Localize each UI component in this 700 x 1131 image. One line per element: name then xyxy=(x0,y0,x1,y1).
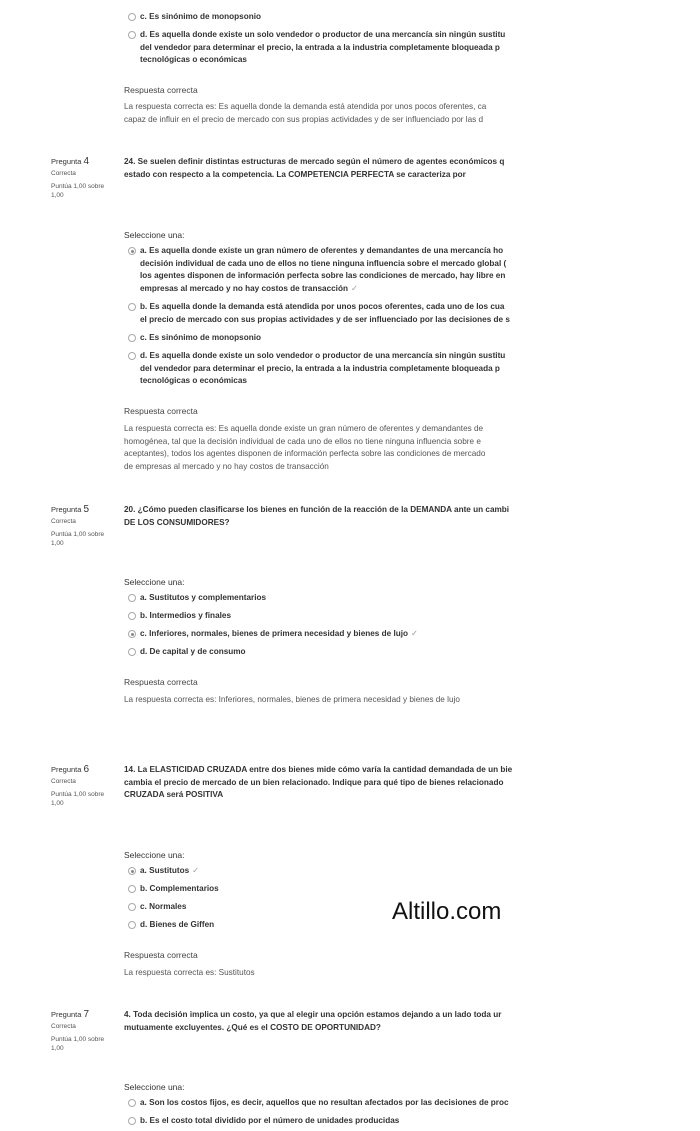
question-state: Correcta xyxy=(51,518,76,525)
question-state: Correcta xyxy=(51,170,76,177)
question-state: Correcta xyxy=(51,778,76,785)
select-prompt: Seleccione una: xyxy=(124,1082,185,1092)
radio-button[interactable] xyxy=(128,903,136,911)
answer-option[interactable]: c. Es sinónimo de monopsonio xyxy=(128,332,550,345)
answer-feedback-text: La respuesta correcta es: Sustitutos xyxy=(124,968,255,977)
answer-option[interactable]: b. Complementarios xyxy=(128,883,550,896)
question-info xyxy=(51,504,119,548)
radio-button[interactable] xyxy=(128,303,136,311)
select-prompt: Seleccione una: xyxy=(124,230,185,240)
question-text: 24. Se suelen definir distintas estructuras de mercado según el número de agentes económicos q estado con respecto a la competencia. La COMPETENCIA PERFECTA se caracteriza por xyxy=(124,157,505,179)
radio-button-selected[interactable] xyxy=(128,867,136,875)
radio-button[interactable] xyxy=(128,13,136,21)
answer-feedback-title: Respuesta correcta xyxy=(124,950,198,960)
check-icon: ✓ xyxy=(350,283,358,293)
answer-option[interactable]: d. De capital y de consumo xyxy=(128,646,550,659)
answer-option[interactable]: c. Normales xyxy=(128,901,550,914)
question-number: Pregunta 6 xyxy=(51,764,90,775)
question-text: 4. Toda decisión implica un costo, ya que al elegir una opción estamos dejando a un lado toda ur mutuamente excluyentes. ¿Qué es el COSTO DE OPORTUNIDAD? xyxy=(124,1010,502,1032)
option-line: del vendedor para determinar el precio, la entrada a la industria completamente bloqueada p xyxy=(140,42,500,52)
answer-option[interactable]: a. Son los costos fijos, es decir, aquellos que no resultan afectados por las decisiones de proc xyxy=(128,1097,550,1110)
question-number: Pregunta 5 xyxy=(51,504,90,515)
question-text: 14. La ELASTICIDAD CRUZADA entre dos bienes mide cómo varía la cantidad demandada de un bie cambia el precio de mercado de un bien relacionado. Indique para qué tipo de bienes relacionado CRUZADA será POSITIVA xyxy=(124,765,513,799)
select-prompt: Seleccione una: xyxy=(124,577,185,587)
question-text: 20. ¿Cómo pueden clasificarse los bienes en función de la reacción de la DEMANDA ante un cambi DE LOS CONSUMIDORES? xyxy=(124,505,510,527)
radio-button[interactable] xyxy=(128,594,136,602)
radio-button[interactable] xyxy=(128,352,136,360)
radio-button[interactable] xyxy=(128,921,136,929)
option-line: c. Es sinónimo de monopsonio xyxy=(140,12,262,21)
answer-feedback-title: Respuesta correcta xyxy=(124,85,198,95)
answer-feedback-text: La respuesta correcta es: Inferiores, normales, bienes de primera necesidad y bienes de lujo xyxy=(124,695,460,704)
question-number: Pregunta 4 xyxy=(51,156,90,167)
question-grade: Puntúa 1,00 sobre 1,00 xyxy=(51,791,105,807)
radio-button[interactable] xyxy=(128,648,136,656)
answer-feedback-title: Respuesta correcta xyxy=(124,406,198,416)
check-icon: ✓ xyxy=(411,629,418,638)
watermark-text: Altillo.com xyxy=(392,898,502,925)
radio-button[interactable] xyxy=(128,612,136,620)
answer-feedback-text: La respuesta correcta es: Es aquella donde la demanda está atendida por unos pocos oferentes, ca capaz de influir en el precio de mercado con sus propias actividades y de ser influenciado por las d xyxy=(124,102,487,124)
answer-option[interactable]: a. Sustitutos y complementarios xyxy=(128,592,550,605)
question-grade: Puntúa 1,00 sobre 1,00 xyxy=(51,1036,105,1052)
answer-option[interactable]: b. Es el costo total dividido por el número de unidades producidas xyxy=(128,1115,550,1128)
answer-option[interactable]: d. Es aquella donde existe un solo vendedor o productor de una mercancía sin ningún sustitu del vendedor para determinar el precio, la entrada a la industria completamente bloqueada p tecnológicas o económicas xyxy=(128,350,550,388)
answer-option[interactable]: c. Inferiores, normales, bienes de primera necesidad y bienes de lujo ✓ xyxy=(128,628,550,641)
radio-button[interactable] xyxy=(128,1099,136,1107)
radio-button[interactable] xyxy=(128,885,136,893)
question-info xyxy=(51,156,119,200)
radio-button[interactable] xyxy=(128,31,136,39)
question-info xyxy=(51,764,119,808)
select-prompt: Seleccione una: xyxy=(124,850,185,860)
radio-button-selected[interactable] xyxy=(128,247,136,255)
answer-option[interactable] xyxy=(128,11,550,24)
radio-button-selected[interactable] xyxy=(128,630,136,638)
question-grade: Puntúa 1,00 sobre 1,00 xyxy=(51,531,105,547)
check-icon: ✓ xyxy=(192,866,200,875)
option-line: d. Es aquella donde existe un solo vendedor o productor de una mercancía sin ningún sustitu xyxy=(140,30,506,39)
question-info xyxy=(51,1009,119,1053)
answer-option[interactable]: b. Es aquella donde la demanda está atendida por unos pocos oferentes, cada uno de los cua el precio de mercado con sus propias actividades y de ser influenciado por las decisiones de s xyxy=(128,301,550,326)
radio-button[interactable] xyxy=(128,1117,136,1125)
question-number: Pregunta 7 xyxy=(51,1009,90,1020)
answer-option[interactable]: a. Sustitutos ✓ xyxy=(128,865,550,878)
answer-option[interactable]: b. Intermedios y finales xyxy=(128,610,550,623)
question-grade: Puntúa 1,00 sobre 1,00 xyxy=(51,183,105,199)
answer-option[interactable]: d. Bienes de Giffen xyxy=(128,919,550,932)
radio-button[interactable] xyxy=(128,334,136,342)
answer-feedback-text: La respuesta correcta es: Es aquella donde existe un gran número de oferentes y demandantes de homogénea, tal que la decisión individual de cada uno de ellos no tiene ninguna influencia sobre e aceptantes), todos los agentes disponen de información perfecta sobre las condiciones de mercado de empresas al mercado y no hay costos de transacción xyxy=(124,424,486,471)
option-line: tecnológicas o económicas xyxy=(140,55,247,64)
answer-option[interactable] xyxy=(128,29,550,67)
answer-feedback-title: Respuesta correcta xyxy=(124,677,198,687)
question-state: Correcta xyxy=(51,1023,76,1030)
answer-option[interactable]: a. Es aquella donde existe un gran número de oferentes y demandantes de una mercancía ho decisión individual de cada uno de ellos no tiene ninguna influencia sobre el mercado global ( los agentes disponen de información perfecta sobre las condiciones de mercado, hay libre en empresas al mercado y no hay costos de transacción ✓ xyxy=(128,245,550,295)
